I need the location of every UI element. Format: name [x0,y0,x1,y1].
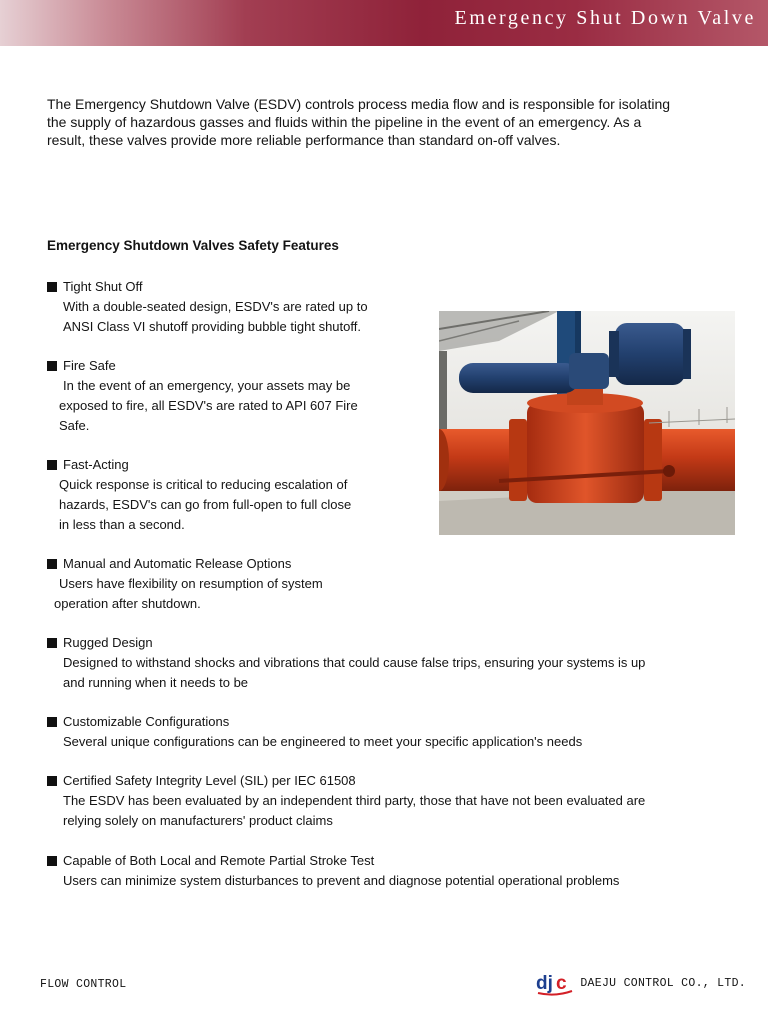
feature-desc-line: Designed to withstand shocks and vibrations that could cause false trips, ensuring your systems is up [63,655,646,670]
square-bullet-icon [47,282,57,292]
feature-desc-line: and running when it needs to be [63,675,249,690]
features-heading: Emergency Shutdown Valves Safety Features [47,238,339,253]
square-bullet-icon [47,638,57,648]
feature-desc-line: operation after shutdown. [54,596,201,611]
header-title: Emergency Shut Down Valve [454,7,756,29]
feature-desc-line: relying solely on manufacturers' product claims [63,813,333,828]
feature-fire-safe [47,356,358,436]
intro-paragraph [47,95,747,149]
footer-flow-control: FLOW CONTROL [40,978,127,991]
header-band [0,0,768,46]
feature-title-text: Customizable Configurations [63,714,230,729]
feature-title-text: Certified Safety Integrity Level (SIL) per IEC 61508 [63,773,356,788]
feature-desc-line: Quick response is critical to reducing escalation of [59,477,348,492]
footer-company [536,970,746,996]
feature-desc-line: Users have flexibility on resumption of system [59,576,323,591]
square-bullet-icon [47,717,57,727]
company-name: DAEJU CONTROL CO., LTD. [580,976,746,990]
feature-title [47,455,351,475]
square-bullet-icon [47,559,57,569]
feature-desc-line: in less than a second. [59,517,185,532]
feature-desc-line: The ESDV has been evaluated by an independent third party, those that have not been evaluated are [63,793,646,808]
feature-title-text: Tight Shut Off [63,279,143,294]
feature-title-text: Manual and Automatic Release Options [63,556,292,571]
feature-fast-acting [47,455,351,535]
feature-title-text: Rugged Design [63,635,153,650]
feature-desc-line: exposed to fire, all ESDV's are rated to API 607 Fire [59,398,358,413]
svg-text:dj: dj [536,973,554,994]
feature-release-options [47,554,323,614]
square-bullet-icon [47,361,57,371]
feature-title-text: Capable of Both Local and Remote Partial Stroke Test [63,853,375,868]
feature-title [47,851,619,871]
feature-tight-shut-off [47,277,368,337]
feature-desc-line: hazards, ESDV's can go from full-open to full close [59,497,352,512]
feature-desc-line: Users can minimize system disturbances to prevent and diagnose potential operational problems [63,873,620,888]
feature-desc-line: ANSI Class VI shutoff providing bubble tight shutoff. [63,319,361,334]
intro-line: the supply of hazardous gasses and fluids within the pipeline in the event of an emergency. As a [47,114,642,130]
feature-desc-line: In the event of an emergency, your assets may be [63,378,351,393]
feature-title-text: Fire Safe [63,358,116,373]
svg-text:c: c [556,973,567,994]
feature-partial-stroke-test [47,851,619,891]
square-bullet-icon [47,776,57,786]
feature-title [47,633,645,653]
valve-photo [439,311,735,535]
intro-line: result, these valves provide more reliable performance than standard on-off valves. [47,132,561,148]
feature-title [47,554,323,574]
djc-logo-icon [536,970,574,996]
square-bullet-icon [47,856,57,866]
feature-desc-line: Safe. [59,418,90,433]
feature-title [47,277,368,297]
feature-custom-configurations [47,712,582,752]
feature-desc-line: Several unique configurations can be engineered to meet your specific application's needs [63,734,583,749]
feature-title-text: Fast-Acting [63,457,129,472]
feature-title [47,771,645,791]
feature-sil-certified [47,771,645,831]
square-bullet-icon [47,460,57,470]
feature-title [47,712,582,732]
valve-illustration [439,311,735,535]
feature-title [47,356,358,376]
feature-rugged-design [47,633,645,693]
intro-line: The Emergency Shutdown Valve (ESDV) controls process media flow and is responsible for isolating [47,96,671,112]
feature-desc-line: With a double-seated design, ESDV's are rated up to [63,299,368,314]
